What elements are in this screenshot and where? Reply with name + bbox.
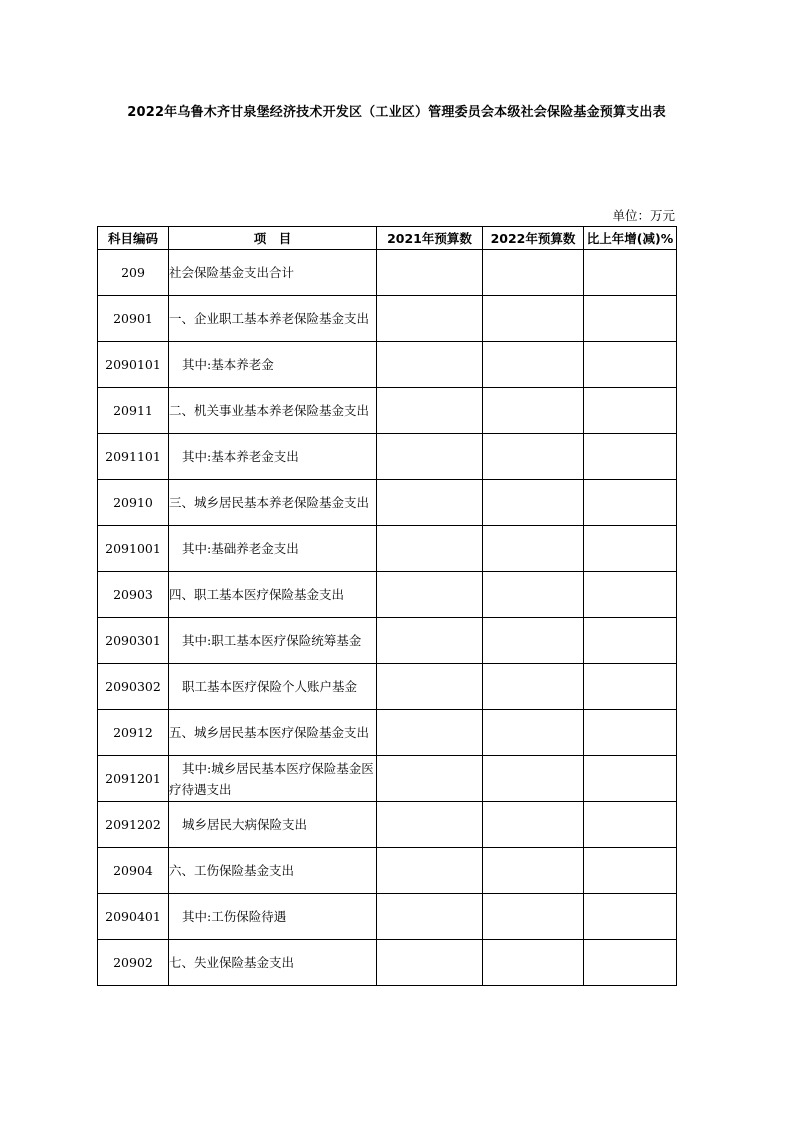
cell-budget-2022 bbox=[483, 342, 584, 388]
cell-budget-2021 bbox=[377, 388, 483, 434]
cell-budget-2022 bbox=[483, 756, 584, 802]
table-row bbox=[98, 388, 677, 434]
cell-code: 20901 bbox=[98, 296, 169, 342]
cell-change bbox=[584, 572, 677, 618]
cell-code: 20910 bbox=[98, 480, 169, 526]
cell-change bbox=[584, 526, 677, 572]
cell-code: 20904 bbox=[98, 848, 169, 894]
cell-budget-2021 bbox=[377, 848, 483, 894]
cell-budget-2021 bbox=[377, 756, 483, 802]
cell-budget-2021 bbox=[377, 434, 483, 480]
document-title: 2022年乌鲁木齐甘泉堡经济技术开发区（工业区）管理委员会本级社会保险基金预算支出表 bbox=[127, 105, 666, 120]
cell-item: 六、工伤保险基金支出 bbox=[169, 848, 377, 894]
cell-budget-2022 bbox=[483, 526, 584, 572]
cell-change bbox=[584, 894, 677, 940]
cell-change bbox=[584, 480, 677, 526]
cell-code: 2091101 bbox=[98, 434, 169, 480]
cell-budget-2021 bbox=[377, 618, 483, 664]
cell-budget-2022 bbox=[483, 940, 584, 986]
cell-budget-2021 bbox=[377, 894, 483, 940]
table-row bbox=[98, 756, 677, 802]
table-row bbox=[98, 342, 677, 388]
cell-item: 其中:基本养老金支出 bbox=[169, 434, 377, 480]
cell-budget-2021 bbox=[377, 342, 483, 388]
table-row bbox=[98, 894, 677, 940]
cell-budget-2022 bbox=[483, 664, 584, 710]
cell-item: 七、失业保险基金支出 bbox=[169, 940, 377, 986]
header-budget-2021: 2021年预算数 bbox=[377, 227, 483, 250]
cell-change bbox=[584, 802, 677, 848]
table-row bbox=[98, 526, 677, 572]
header-item: 项 目 bbox=[169, 227, 377, 250]
cell-budget-2022 bbox=[483, 710, 584, 756]
cell-budget-2021 bbox=[377, 296, 483, 342]
table-row bbox=[98, 480, 677, 526]
cell-item: 一、企业职工基本养老保险基金支出 bbox=[169, 296, 377, 342]
budget-table bbox=[97, 226, 677, 986]
cell-item: 职工基本医疗保险个人账户基金 bbox=[169, 664, 377, 710]
header-code: 科目编码 bbox=[98, 227, 169, 250]
cell-code: 2091201 bbox=[98, 756, 169, 802]
cell-budget-2021 bbox=[377, 940, 483, 986]
cell-item: 社会保险基金支出合计 bbox=[169, 250, 377, 296]
cell-budget-2021 bbox=[377, 802, 483, 848]
cell-code: 20912 bbox=[98, 710, 169, 756]
cell-change bbox=[584, 710, 677, 756]
cell-code: 2090101 bbox=[98, 342, 169, 388]
cell-change bbox=[584, 388, 677, 434]
table-row bbox=[98, 848, 677, 894]
cell-item: 三、城乡居民基本养老保险基金支出 bbox=[169, 480, 377, 526]
cell-code: 20902 bbox=[98, 940, 169, 986]
cell-change bbox=[584, 618, 677, 664]
cell-budget-2022 bbox=[483, 480, 584, 526]
table-row bbox=[98, 250, 677, 296]
cell-item: 四、职工基本医疗保险基金支出 bbox=[169, 572, 377, 618]
cell-change bbox=[584, 664, 677, 710]
cell-code: 2090301 bbox=[98, 618, 169, 664]
cell-budget-2021 bbox=[377, 572, 483, 618]
cell-change bbox=[584, 434, 677, 480]
cell-item: 二、机关事业基本养老保险基金支出 bbox=[169, 388, 377, 434]
cell-item: 其中:城乡居民基本医疗保险基金医疗待遇支出 bbox=[169, 756, 377, 802]
cell-change bbox=[584, 342, 677, 388]
cell-budget-2022 bbox=[483, 296, 584, 342]
cell-budget-2022 bbox=[483, 572, 584, 618]
header-budget-2022: 2022年预算数 bbox=[483, 227, 584, 250]
cell-item: 其中:职工基本医疗保险统筹基金 bbox=[169, 618, 377, 664]
cell-code: 2091001 bbox=[98, 526, 169, 572]
cell-item: 其中:基本养老金 bbox=[169, 342, 377, 388]
cell-budget-2021 bbox=[377, 526, 483, 572]
cell-change bbox=[584, 940, 677, 986]
table-header-row bbox=[98, 227, 677, 250]
cell-budget-2021 bbox=[377, 480, 483, 526]
cell-budget-2022 bbox=[483, 618, 584, 664]
cell-budget-2022 bbox=[483, 802, 584, 848]
cell-budget-2022 bbox=[483, 434, 584, 480]
cell-change bbox=[584, 296, 677, 342]
cell-budget-2022 bbox=[483, 848, 584, 894]
cell-change bbox=[584, 756, 677, 802]
header-change: 比上年增(减)% bbox=[584, 227, 677, 250]
cell-code: 2090302 bbox=[98, 664, 169, 710]
cell-budget-2022 bbox=[483, 894, 584, 940]
cell-budget-2021 bbox=[377, 250, 483, 296]
unit-label: 单位：万元 bbox=[612, 208, 675, 223]
cell-budget-2021 bbox=[377, 710, 483, 756]
cell-item: 其中:基础养老金支出 bbox=[169, 526, 377, 572]
cell-budget-2021 bbox=[377, 664, 483, 710]
cell-code: 209 bbox=[98, 250, 169, 296]
cell-item: 其中:工伤保险待遇 bbox=[169, 894, 377, 940]
table-body bbox=[98, 250, 677, 986]
table-row bbox=[98, 618, 677, 664]
cell-code: 2091202 bbox=[98, 802, 169, 848]
cell-change bbox=[584, 848, 677, 894]
cell-item: 城乡居民大病保险支出 bbox=[169, 802, 377, 848]
cell-item: 五、城乡居民基本医疗保险基金支出 bbox=[169, 710, 377, 756]
cell-code: 20903 bbox=[98, 572, 169, 618]
cell-code: 2090401 bbox=[98, 894, 169, 940]
cell-code: 20911 bbox=[98, 388, 169, 434]
table-row bbox=[98, 572, 677, 618]
table-row bbox=[98, 710, 677, 756]
table-row bbox=[98, 434, 677, 480]
cell-budget-2022 bbox=[483, 250, 584, 296]
table-row bbox=[98, 802, 677, 848]
cell-change bbox=[584, 250, 677, 296]
table-row bbox=[98, 296, 677, 342]
cell-budget-2022 bbox=[483, 388, 584, 434]
table-row bbox=[98, 940, 677, 986]
table-row bbox=[98, 664, 677, 710]
